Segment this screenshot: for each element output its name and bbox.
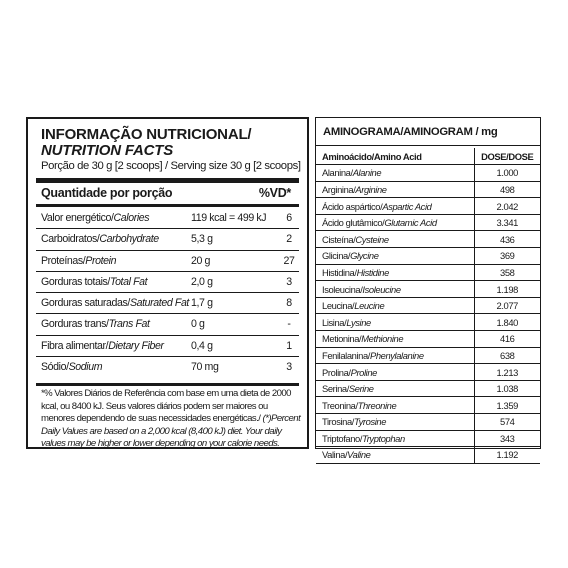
amino-acid-dose: 1.840 <box>474 314 540 331</box>
amino-acid-dose: 436 <box>474 231 540 248</box>
amino-acid-dose: 1.000 <box>474 165 540 182</box>
table-row <box>316 364 540 381</box>
nutrient-quantity: 1,7 g <box>191 297 213 310</box>
amino-acid-dose: 2.077 <box>474 297 540 314</box>
nutrient-daily-value: 8 <box>286 297 292 310</box>
amino-acid-dose: 574 <box>474 414 540 431</box>
table-row <box>316 331 540 348</box>
amino-acid-dose: 1.198 <box>474 281 540 298</box>
amino-acid-dose: 416 <box>474 331 540 348</box>
nutrient-row <box>36 208 299 229</box>
amino-acid-name: Arginina/Arginine <box>316 181 474 198</box>
table-row <box>316 248 540 265</box>
nutrient-name: Gorduras trans/Trans Fat <box>41 318 150 331</box>
amino-acid-name: Ácido aspártico/Aspartic Acid <box>316 198 474 215</box>
nutrient-name: Fibra alimentar/Dietary Fiber <box>41 339 164 352</box>
amino-acid-name: Glicina/Glycine <box>316 248 474 265</box>
nutrient-daily-value: 6 <box>286 212 292 224</box>
amino-acid-header: Aminoácido/Amino Acid <box>316 148 474 165</box>
amino-acid-name: Valina/Valine <box>316 447 474 464</box>
amino-acid-name: Tirosina/Tyrosine <box>316 414 474 431</box>
nutrient-quantity: 119 kcal = 499 kJ <box>191 212 267 224</box>
divider <box>36 383 299 386</box>
table-row <box>316 414 540 431</box>
table-row <box>316 430 540 447</box>
nutrient-rows <box>36 208 299 378</box>
table-row <box>316 314 540 331</box>
amino-acid-dose: 1.213 <box>474 364 540 381</box>
amino-acid-dose: 638 <box>474 347 540 364</box>
nutrient-daily-value: 1 <box>286 339 292 352</box>
aminogram-rows <box>316 165 540 464</box>
table-row <box>316 231 540 248</box>
table-row <box>316 264 540 281</box>
nutrient-name: Gorduras saturadas/Saturated Fat <box>41 297 189 310</box>
nutrient-name: Gorduras totais/Total Fat <box>41 275 148 288</box>
nutrition-title-pt: INFORMAÇÃO NUTRICIONAL/ <box>41 126 252 143</box>
table-row <box>316 198 540 215</box>
table-header-row <box>316 148 540 165</box>
nutrient-daily-value: 3 <box>286 361 292 374</box>
amino-acid-name: Metionina/Methionine <box>316 331 474 348</box>
dose-header: DOSE/DOSE <box>474 148 540 165</box>
table-row <box>316 214 540 231</box>
nutrient-quantity: 0 g <box>191 318 205 331</box>
nutrient-name: Carboidratos/Carbohydrate <box>41 233 159 246</box>
divider <box>36 204 299 207</box>
nutrient-daily-value: 2 <box>286 233 292 246</box>
nutrient-quantity: 5,3 g <box>191 233 213 246</box>
nutrient-daily-value: 3 <box>286 275 292 288</box>
nutrient-name: Valor energético/Calories <box>41 212 150 224</box>
amino-acid-name: Lisina/Lysine <box>316 314 474 331</box>
nutrient-row <box>36 357 299 378</box>
nutrition-title-en: NUTRITION FACTS <box>41 142 173 159</box>
amino-acid-dose: 1.192 <box>474 447 540 464</box>
aminogram-panel <box>315 117 541 461</box>
table-row <box>316 447 540 464</box>
nutrient-row <box>36 251 299 272</box>
amino-acid-name: Alanina/Alanine <box>316 165 474 182</box>
amino-acid-dose: 1.359 <box>474 397 540 414</box>
table-row <box>316 347 540 364</box>
amino-acid-dose: 358 <box>474 264 540 281</box>
amino-acid-name: Triptofano/Tryptophan <box>316 430 474 447</box>
nutrient-row <box>36 272 299 293</box>
aminogram-table <box>316 148 540 464</box>
amino-acid-name: Prolina/Proline <box>316 364 474 381</box>
nutrition-facts-panel <box>26 117 309 449</box>
nutrient-daily-value: 27 <box>283 254 295 267</box>
table-row <box>316 181 540 198</box>
nutrient-row <box>36 229 299 250</box>
divider <box>316 145 540 146</box>
serving-size: Porção de 30 g [2 scoops] / Serving size 30 g [2 scoops] <box>41 160 301 172</box>
amino-acid-dose: 2.042 <box>474 198 540 215</box>
nutrient-quantity: 0,4 g <box>191 339 213 352</box>
nutrient-name: Proteínas/Protein <box>41 254 117 267</box>
amino-acid-name: Ácido glutâmico/Glutamic Acid <box>316 214 474 231</box>
amino-acid-name: Fenilalanina/Phenylalanine <box>316 347 474 364</box>
nutrient-row <box>36 336 299 357</box>
aminogram-title: AMINOGRAMA/AMINOGRAM / mg <box>323 126 498 138</box>
amount-per-serving-header: Quantidade por porção <box>41 186 173 200</box>
nutrient-quantity: 20 g <box>191 254 211 267</box>
amino-acid-dose: 343 <box>474 430 540 447</box>
table-row <box>316 165 540 182</box>
table-row <box>316 281 540 298</box>
table-row <box>316 297 540 314</box>
table-row <box>316 380 540 397</box>
footnote: *% Valores Diários de Referência com base em uma dieta de 2000 kcal, ou 8400 kJ. Seus valores diários podem ser maiores ou menores dependendo de suas necessidades energéticas./ (*)Percent Daily Values are based on a 2,000 kcal (8,400 kJ) diet. Your daily values may be higher or lower depending on your calorie needs. <box>41 388 301 450</box>
amino-acid-name: Cisteína/Cysteine <box>316 231 474 248</box>
amino-acid-dose: 1.038 <box>474 380 540 397</box>
amino-acid-name: Treonina/Threonine <box>316 397 474 414</box>
amino-acid-dose: 369 <box>474 248 540 265</box>
amino-acid-name: Isoleucina/Isoleucine <box>316 281 474 298</box>
thick-divider <box>36 178 299 183</box>
daily-value-header: %VD* <box>258 186 291 200</box>
nutrient-row <box>36 314 299 335</box>
amino-acid-dose: 498 <box>474 181 540 198</box>
nutrient-quantity: 2,0 g <box>191 275 213 288</box>
nutrient-row <box>36 293 299 314</box>
table-row <box>316 397 540 414</box>
amino-acid-name: Histidina/Histidine <box>316 264 474 281</box>
amino-acid-name: Leucina/Leucine <box>316 297 474 314</box>
amino-acid-name: Serina/Serine <box>316 380 474 397</box>
amino-acid-dose: 3.341 <box>474 214 540 231</box>
nutrient-quantity: 70 mg <box>191 361 219 374</box>
nutrient-daily-value: - <box>287 318 291 331</box>
nutrient-name: Sódio/Sodium <box>41 361 103 374</box>
